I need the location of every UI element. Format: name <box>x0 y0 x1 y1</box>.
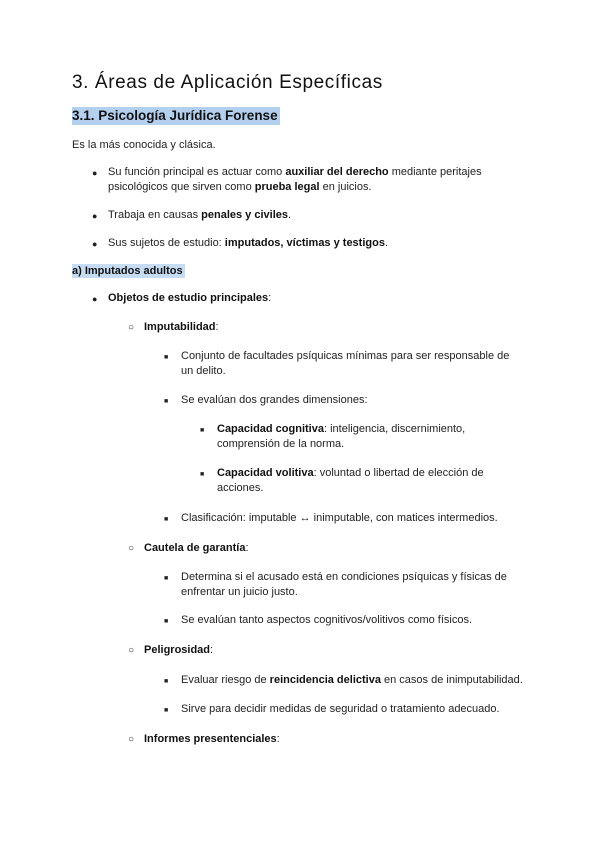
bullet-item-function <box>108 165 528 195</box>
bullet-square-icon: ■ <box>164 575 169 582</box>
item-text: un delito. <box>181 365 226 377</box>
item-text: Determina si el acusado está en condiciones psíquicas y físicas de <box>181 571 507 583</box>
item-text: comprensión de la norma. <box>217 438 345 450</box>
item-cautela-definicion <box>181 570 541 600</box>
bullet-item-sujetos <box>108 236 388 251</box>
item-label: Cautela de garantía <box>144 542 246 554</box>
item-imputabilidad-clasificacion: Clasificación: imputable ↔ inimputable, con matices intermedios. <box>181 512 498 524</box>
bullet-text: . <box>384 237 389 249</box>
bullet-square-icon: ■ <box>164 618 169 625</box>
item-imputabilidad-dimensiones: Se evalúan dos grandes dimensiones: <box>181 394 368 406</box>
item-capacidad-cognitiva <box>217 422 517 452</box>
bullet-text: mediante peritajes <box>388 166 482 178</box>
item-text: : <box>245 542 249 554</box>
item-text: : <box>215 321 219 333</box>
item-peligrosidad <box>144 643 213 658</box>
item-text: : voluntad o libertad de elección de <box>313 467 484 479</box>
bullet-square-icon: ■ <box>164 354 169 361</box>
bullet-text: Sus sujetos de estudio: <box>108 237 225 249</box>
bullet-circle-icon: ○ <box>128 322 135 333</box>
item-label: Informes presentenciales <box>144 733 277 745</box>
item-bold: Capacidad cognitiva <box>217 423 324 435</box>
bullet-disc-icon: ● <box>92 239 98 249</box>
bullet-bold: imputados, víctimas y testigos <box>224 237 385 249</box>
bullet-item-objetos <box>108 291 271 306</box>
bullet-bold: Objetos de estudio principales <box>108 292 269 304</box>
item-bold: Capacidad volitiva <box>217 467 314 479</box>
bullet-text: : <box>268 292 272 304</box>
bullet-bold: auxiliar del derecho <box>285 166 389 178</box>
bullet-text: Trabaja en causas <box>108 209 202 221</box>
page-title: 3. Áreas de Aplicación Específicas <box>72 72 383 93</box>
bullet-square-icon: ■ <box>164 707 169 714</box>
item-label: Imputabilidad <box>144 321 216 333</box>
bullet-disc-icon: ● <box>92 294 98 304</box>
bullet-circle-icon: ○ <box>128 543 135 554</box>
bullet-text: . <box>288 209 292 221</box>
item-text: : <box>210 644 214 656</box>
bullet-bold: penales y civiles <box>201 209 288 221</box>
item-text: : inteligencia, discernimiento, <box>323 423 466 435</box>
bullet-text: Su función principal es actuar como <box>108 166 286 178</box>
item-cautela <box>144 541 249 556</box>
bullet-text: psicológicos que sirven como <box>108 181 255 193</box>
item-text: : <box>276 733 280 745</box>
bullet-square-icon: ■ <box>164 678 169 685</box>
bullet-bold: prueba legal <box>254 181 320 193</box>
bullet-disc-icon: ● <box>92 211 98 221</box>
item-text: Evaluar riesgo de <box>181 674 270 686</box>
bullet-square-icon: ■ <box>200 427 205 434</box>
bullet-circle-icon: ○ <box>128 645 135 656</box>
bullet-square-icon: ■ <box>164 516 169 523</box>
item-text: enfrentar un juicio justo. <box>181 586 298 598</box>
item-text: acciones. <box>217 482 264 494</box>
subsection-heading-imputados: a) Imputados adultos <box>72 265 183 277</box>
bullet-circle-icon: ○ <box>128 734 135 745</box>
item-text: en casos de inimputabilidad. <box>380 674 523 686</box>
section-heading-3-1: 3.1. Psicología Jurídica Forense <box>72 108 278 123</box>
bullet-square-icon: ■ <box>164 398 169 405</box>
item-peligrosidad-riesgo <box>181 673 523 688</box>
bullet-text: en juicios. <box>319 181 372 193</box>
item-cautela-aspectos: Se evalúan tanto aspectos cognitivos/volitivos como físicos. <box>181 614 473 626</box>
item-bold: reincidencia delictiva <box>269 674 381 686</box>
item-imputabilidad <box>144 320 219 335</box>
item-informes <box>144 732 280 747</box>
item-peligrosidad-medidas: Sirve para decidir medidas de seguridad o tratamiento adecuado. <box>181 703 500 715</box>
bullet-square-icon: ■ <box>200 471 205 478</box>
intro-paragraph: Es la más conocida y clásica. <box>72 139 216 151</box>
bullet-disc-icon: ● <box>92 168 98 178</box>
item-capacidad-volitiva <box>217 466 517 496</box>
item-text: Conjunto de facultades psíquicas mínimas para ser responsable de <box>181 350 510 362</box>
bullet-item-causas <box>108 208 291 223</box>
item-label: Peligrosidad <box>144 644 211 656</box>
item-imputabilidad-definicion <box>181 349 541 379</box>
